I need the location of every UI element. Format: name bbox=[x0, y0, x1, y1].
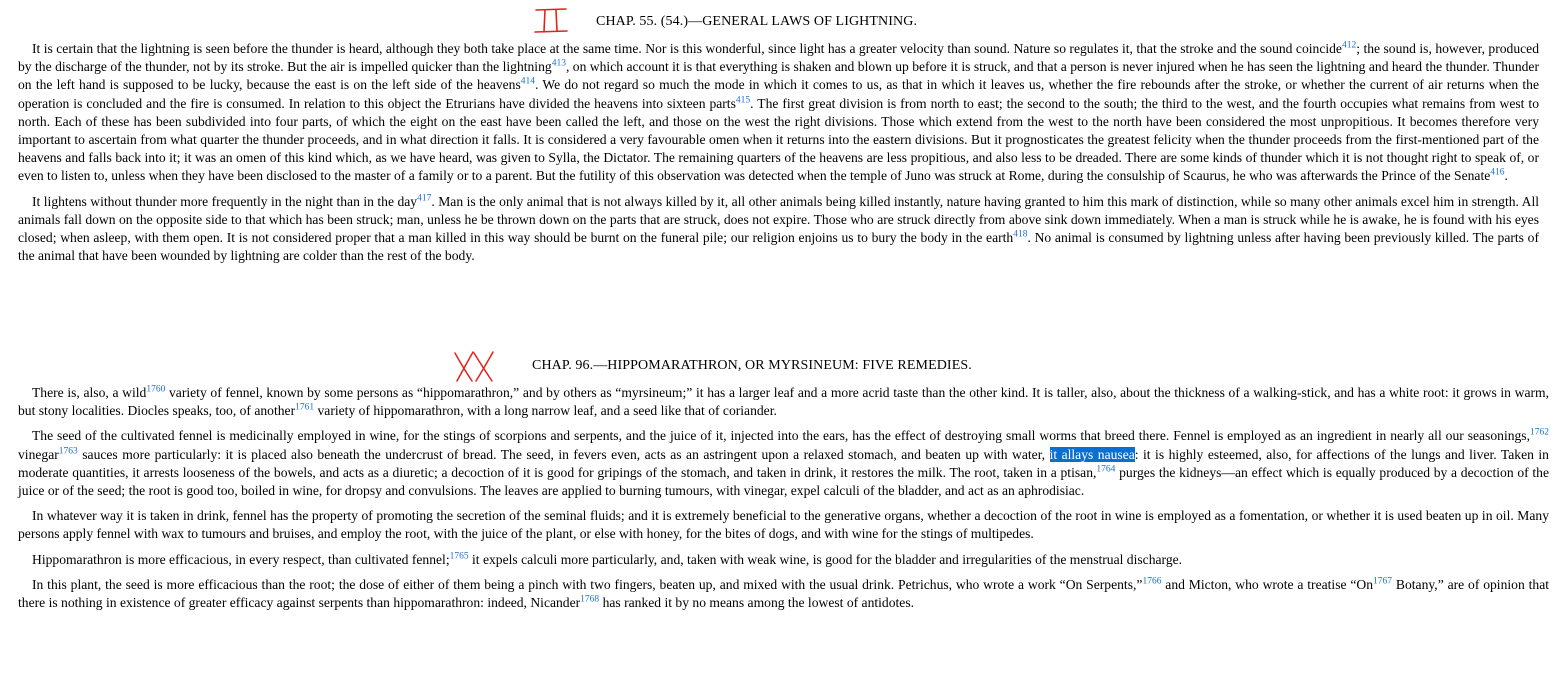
chapter-body bbox=[0, 384, 1567, 612]
text-run: In whatever way it is taken in drink, fennel has the property of promoting the secretion of the seminal fluids; and it is extremely beneficial to the generative organs, whether a decoction of the root in wine is employed as a fomentation, or whether it is used beaten up in oil. Many persons apply fennel with wax to tumours and bruises, and employ the root, with the juice of the plant, or else with honey, for the bites of dogs, and with wine for the stings of multipedes. bbox=[18, 508, 1549, 542]
text-run: . bbox=[1504, 168, 1508, 184]
footnote-link[interactable]: 1764 bbox=[1096, 464, 1116, 475]
chapter-heading bbox=[0, 344, 1567, 384]
text-run: It lightens without thunder more frequently in the night than in the day bbox=[32, 193, 418, 209]
text-run: variety of fennel, known by some persons as “hippomarathron,” and by others as “myrsineum;” it has a larger leaf and a more acrid taste than the other kind. It is taller, also, about the thickness of a walking-stick, and has a white root: it grows in warm, but stony localities. Diocles speaks, too, of another bbox=[18, 385, 1549, 419]
text-run: In this plant, the seed is more efficacious than the root; the dose of either of them being a pinch with two fingers, beaten up, and mixed with the usual drink. Petrichus, who wrote a work “On Serpents,” bbox=[32, 576, 1143, 592]
paragraph bbox=[18, 551, 1549, 569]
chapter-55 bbox=[0, 0, 1567, 265]
text-run: purges the kidneys—an effect which is equally produced by a decoction of the juice or of the seed; the root is good too, boiled in wine, for dropsy and convulsions. The leaves are applied to burning tumours, with vinegar, expel calculi of the bladder, and act as an aphrodisiac. bbox=[18, 464, 1549, 499]
text-run: has ranked it by no means among the lowest of antidotes. bbox=[599, 595, 915, 611]
text-run: . Man is the only animal that is not always killed by it, all other animals being killed instantly, nature having granted to him this mark of distinction, while so many other animals excel him in strength. All animals fall down on the opposite side to that which has been struck; man, unless he be thrown down on the parts that are struck, does not expire. Those who are struck directly from above sink down immediately. When a man is struck while he is awake, he is found with his eyes closed; when asleep, with them open. It is not considered proper that a man killed in this way should be burnt on the funeral pile; our religion enjoins us to bury the body in the earth bbox=[18, 193, 1539, 246]
footnote-link[interactable]: 415 bbox=[735, 95, 751, 106]
paragraph bbox=[18, 384, 1549, 420]
text-run: . We do not regard so much the mode in which it comes to us, as that in which it leaves us, whether the fire rebounds after the stroke, or whether the current of air returns when the operation is concluded and the fire is consumed. In relation to this object the Etrurians have divided the heavens into sixteen parts bbox=[18, 77, 1539, 111]
text-run: ; the sound is, however, produced by the discharge of the thunder, not by its stroke. But the air is impelled quicker than the lightning bbox=[18, 41, 1539, 75]
text-run: it expels calculi more particularly, and, taken with weak wine, is good for the bladder and irregularities of the menstrual discharge. bbox=[468, 551, 1183, 567]
footnote-link[interactable]: 1768 bbox=[580, 594, 600, 605]
text-run: . The first great division is from north to east; the second to the south; the third to the west, and the fourth occupies what remains from west to north. Each of these has been subdivided into four parts, of which the eight on the east have been called the left, and those on the west the right divisions. Those which extend from the west to the north have been considered the most unpropitious. It becomes therefore very important to ascertain from what quarter the thunder proceeds, and in what direction it falls. It is considered a very favourable omen when it returns into the eastern divisions. But it prognosticates the greatest felicity when the thunder proceeds from the first-mentioned part of the heavens and falls back into it; it was an omen of this kind which, as we have heard, was given to Sylla, the Dictator. The remaining quarters of the heavens are less propitious, and also less to be dreaded. There are some kinds of thunder which it is not thought right to speak of, or even to listen to, unless when they have been disclosed to the master of a family or to a parent. But the futility of this observation was detected when the temple of Juno was struck at Rome, during the consulship of Scaurus, he who was afterwards the Prince of the Senate bbox=[18, 95, 1540, 184]
footnote-link[interactable]: 1767 bbox=[1373, 576, 1393, 587]
chapter-heading bbox=[0, 0, 1567, 40]
footnote-link[interactable]: 414 bbox=[520, 76, 536, 87]
footnote-link[interactable]: 1762 bbox=[1530, 427, 1549, 438]
paragraph bbox=[18, 193, 1539, 266]
text-run: and Micton, who wrote a treatise “On bbox=[1161, 576, 1374, 592]
chapter-body bbox=[0, 40, 1567, 265]
paragraph bbox=[18, 40, 1539, 186]
text-run: sauces more particularly: it is placed also beneath the undercrust of bread. The seed, in fevers even, acts as an astringent upon a relaxed stomach, and beaten up with water, bbox=[77, 446, 1050, 462]
text-run: variety of hippomarathron, with a long narrow leaf, and a seed like that of coriander. bbox=[314, 403, 777, 419]
chapter-title: CHAP. 55. (54.)—GENERAL LAWS OF LIGHTNING. bbox=[596, 14, 918, 29]
footnote-link[interactable]: 1765 bbox=[449, 551, 469, 562]
text-run: It is certain that the lightning is seen before the thunder is heard, although they both take place at the same time. Nor is this wonderful, since light has a greater velocity than sound. Nature so regulates it, that the stroke and the sound coincide bbox=[32, 41, 1342, 56]
paragraph bbox=[18, 507, 1549, 543]
chapter-title: CHAP. 96.—HIPPOMARATHRON, OR MYRSINEUM: FIVE REMEDIES. bbox=[532, 358, 972, 373]
footnote-link[interactable]: 1760 bbox=[146, 384, 166, 395]
footnote-link[interactable]: 412 bbox=[1341, 40, 1357, 51]
footnote-link[interactable]: 1761 bbox=[295, 402, 315, 413]
footnote-link[interactable]: 413 bbox=[551, 58, 566, 69]
handwritten-roman-two-annotation bbox=[532, 6, 572, 34]
footnote-link[interactable]: 418 bbox=[1013, 229, 1028, 240]
handwritten-roman-twenty-annotation bbox=[452, 348, 496, 384]
text-run: , on which account it is that everything is shaken and blown up before it is struck, and that a person is never injured when he has seen the lightning and heard the thunder. Thunder on the left hand is supposed to be lucky, because the east is on the left side of the heavens bbox=[18, 59, 1539, 93]
text-run: The seed of the cultivated fennel is medicinally employed in wine, for the stings of scorpions and serpents, and the juice of it, injected into the ears, has the effect of destroying small worms that breed there. Fennel is employed as an ingredient in nearly all our seasonings, bbox=[32, 428, 1530, 444]
text-run: . No animal is consumed by lightning unless after having been previously killed. The parts of the animal that have been wounded by lightning are colder than the rest of the body. bbox=[18, 230, 1539, 264]
paragraph bbox=[18, 427, 1549, 500]
paragraph bbox=[18, 576, 1549, 612]
text-run: Hippomarathron is more efficacious, in every respect, than cultivated fennel; bbox=[32, 551, 450, 567]
footnote-link[interactable]: 417 bbox=[417, 193, 432, 204]
footnote-link[interactable]: 1763 bbox=[58, 446, 78, 457]
text-run: vinegar bbox=[18, 446, 59, 462]
chapter-96 bbox=[0, 344, 1567, 612]
footnote-link[interactable]: 1766 bbox=[1142, 576, 1162, 587]
text-run: There is, also, a wild bbox=[32, 385, 147, 400]
text-run: : it is highly esteemed, also, for affections of the lungs and liver. Taken in moderate quantities, it arrests looseness of the bowels, and acts as a diuretic; a decoction of it is good for gripings of the stomach, and taken in drink, it restores the milk. The root, taken in a ptisan, bbox=[18, 446, 1549, 480]
footnote-link[interactable]: 416 bbox=[1490, 167, 1505, 178]
text-run: Botany,” are of opinion that there is nothing in existence of greater efficacy against serpents than hippomarathron: indeed, Nicander bbox=[18, 576, 1549, 611]
selected-text-highlight[interactable]: it allays nausea bbox=[1049, 446, 1135, 462]
